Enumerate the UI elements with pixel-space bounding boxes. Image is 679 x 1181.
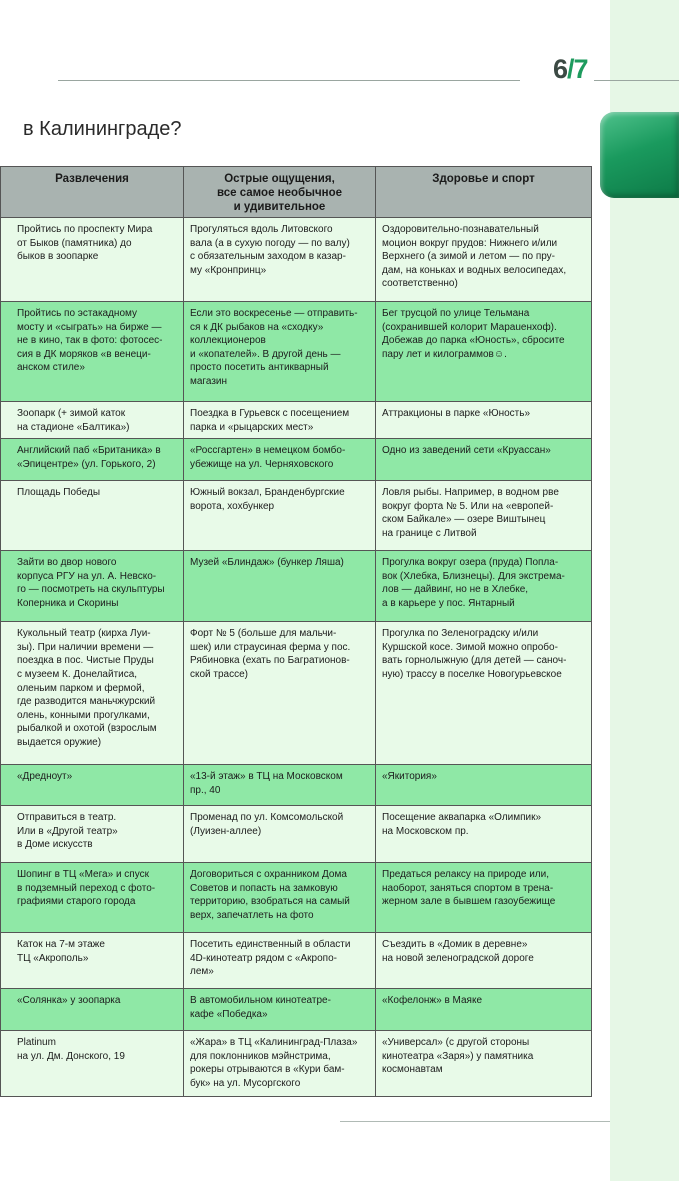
cell-entertainment: Шопинг в ТЦ «Мега» и спуск в подземный переход с фото- графиями старого города xyxy=(1,863,184,933)
page-heading: в Калининграде? xyxy=(23,118,182,140)
table-row xyxy=(1,933,592,989)
cell-entertainment: Каток на 7-м этаже ТЦ «Акрополь» xyxy=(1,933,184,989)
cell-health-sport: «Универсал» (с другой стороны кинотеатра «Заря») у памятника космонавтам xyxy=(376,1031,592,1097)
cell-thrills: Форт № 5 (больше для мальчи- шек) или страусиная ферма у пос. Рябиновка (ехать по Багратионов- ской трассе) xyxy=(184,622,376,765)
activities-table xyxy=(0,166,592,1097)
cell-health-sport: Ловля рыбы. Например, в водном рве вокруг форта № 5. Или на «европей- ском Байкале» — озере Виштынец на границе с Литвой xyxy=(376,481,592,551)
cell-entertainment: Platinum на ул. Дм. Донского, 19 xyxy=(1,1031,184,1097)
cell-health-sport: «Кофелонж» в Маяке xyxy=(376,989,592,1031)
cell-thrills: «13-й этаж» в ТЦ на Московском пр., 40 xyxy=(184,765,376,806)
table-row xyxy=(1,765,592,806)
table-row xyxy=(1,481,592,551)
cell-entertainment: Кукольный театр (кирха Луи- зы). При наличии времени — поездка в пос. Чистые Пруды с музеем К. Донелайтиса, оленьим парком и фермой, где разводится маньчжурский олень, конными прогулками, рыбалкой и охотой (взрослым выдается оружие) xyxy=(1,622,184,765)
cell-thrills: Посетить единственный в области 4D-кинотеатр рядом с «Акропо- лем» xyxy=(184,933,376,989)
cell-health-sport: Съездить в «Домик в деревне» на новой зеленоградской дороге xyxy=(376,933,592,989)
cell-health-sport: Аттракционы в парке «Юность» xyxy=(376,402,592,439)
header-rule-right xyxy=(594,80,679,81)
table-row xyxy=(1,551,592,622)
table-row xyxy=(1,989,592,1031)
page-prev: 6 xyxy=(553,54,568,84)
footer-rule xyxy=(340,1121,610,1122)
header-rule xyxy=(58,80,520,81)
cell-entertainment: «Солянка» у зоопарка xyxy=(1,989,184,1031)
cell-thrills: В автомобильном кинотеатре- кафе «Победка» xyxy=(184,989,376,1031)
table-row xyxy=(1,806,592,863)
cell-entertainment: Зоопарк (+ зимой каток на стадионе «Балтика») xyxy=(1,402,184,439)
table-row xyxy=(1,622,592,765)
page-separator: / xyxy=(567,54,574,84)
cell-health-sport: Предаться релаксу на природе или, наоборот, заняться спортом в трена- жерном зале в бывшем газоубежище xyxy=(376,863,592,933)
table-row xyxy=(1,1031,592,1097)
table-row xyxy=(1,402,592,439)
table-row xyxy=(1,439,592,481)
cell-health-sport: Оздоровительно-познавательный моцион вокруг прудов: Нижнего и/или Верхнего (а зимой и летом — по пру- дам, на коньках и водных велосипедах, соответственно) xyxy=(376,218,592,302)
table-body xyxy=(1,218,592,1097)
cell-entertainment: Пройтись по проспекту Мира от Быков (памятника) до быков в зоопарке xyxy=(1,218,184,302)
cell-entertainment: Пройтись по эстакадному мосту и «сыграть» на бирже — не в кино, так в фото: фотосес- сия в ДК моряков «в венеци- анском стиле» xyxy=(1,302,184,402)
page-current: 7 xyxy=(573,54,588,84)
page-number xyxy=(553,56,588,83)
cell-health-sport: Прогулка вокруг озера (пруда) Попла- вок (Хлебка, Близнецы). Для экстрема- лов — дайвинг, но не в Хлебке, а в карьере у пос. Янтарный xyxy=(376,551,592,622)
cell-thrills: Договориться с охранником Дома Советов и попасть на замковую территорию, взобраться на самый верх, запечатлеть на фото xyxy=(184,863,376,933)
cell-thrills: «Жара» в ТЦ «Калининград-Плаза» для поклонников мэйнстрима, рокеры отрываются в «Кури бам- бук» на ул. Мусоргского xyxy=(184,1031,376,1097)
cell-thrills: Поездка в Гурьевск с посещением парка и «рыцарских мест» xyxy=(184,402,376,439)
column-header-entertainment: Развлечения xyxy=(1,167,184,218)
cell-health-sport: «Якитория» xyxy=(376,765,592,806)
section-tab-button[interactable] xyxy=(600,112,679,198)
cell-entertainment: Зайти во двор нового корпуса РГУ на ул. А. Невско- го — посмотреть на скульптуры Коперника и Скорины xyxy=(1,551,184,622)
cell-thrills: «Россгартен» в немецком бомбо- убежище на ул. Черняховского xyxy=(184,439,376,481)
table-row xyxy=(1,863,592,933)
cell-health-sport: Одно из заведений сети «Круассан» xyxy=(376,439,592,481)
cell-thrills: Прогуляться вдоль Литовского вала (а в сухую погоду — по валу) с обязательным заходом в казар- му «Кронпринц» xyxy=(184,218,376,302)
cell-health-sport: Посещение аквапарка «Олимпик» на Московском пр. xyxy=(376,806,592,863)
table-header-row xyxy=(1,167,592,218)
cell-health-sport: Бег трусцой по улице Тельмана (сохранившей колорит Мараuенхоф). Добежав до парка «Юность», сбросите пару лет и килограммов☺. xyxy=(376,302,592,402)
column-header-health-sport: Здоровье и спорт xyxy=(376,167,592,218)
table-row xyxy=(1,302,592,402)
cell-entertainment: Английский паб «Британика» в «Эпицентре» (ул. Горького, 2) xyxy=(1,439,184,481)
cell-health-sport: Прогулка по Зеленоградску и/или Куршской косе. Зимой можно опробо- вать горнолыжную (для детей — саноч- ную) трассу в поселке Новогурьевское xyxy=(376,622,592,765)
cell-entertainment: «Дредноут» xyxy=(1,765,184,806)
column-header-thrills: Острые ощущения, все самое необычное и удивительное xyxy=(184,167,376,218)
cell-thrills: Музей «Блиндаж» (бункер Ляша) xyxy=(184,551,376,622)
cell-thrills: Южный вокзал, Бранденбургские ворота, хохбункер xyxy=(184,481,376,551)
cell-entertainment: Отправиться в театр. Или в «Другой театр» в Доме искусств xyxy=(1,806,184,863)
table-row xyxy=(1,218,592,302)
cell-thrills: Если это воскресенье — отправить- ся к ДК рыбаков на «сходку» коллекционеров и «копателей». В другой день — просто посетить антикварный магазин xyxy=(184,302,376,402)
cell-thrills: Променад по ул. Комсомольской (Луизен-аллее) xyxy=(184,806,376,863)
cell-entertainment: Площадь Победы xyxy=(1,481,184,551)
